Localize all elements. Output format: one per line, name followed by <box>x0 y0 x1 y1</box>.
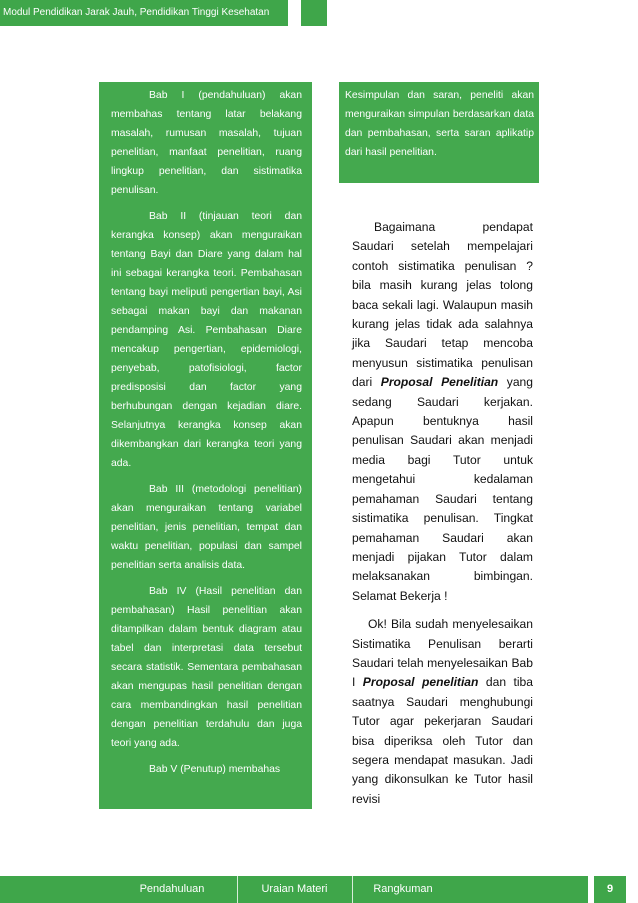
next-step-emphasis: Proposal penelitian <box>362 675 479 690</box>
footer-divider <box>237 876 238 903</box>
tab-pendahuluan[interactable]: Pendahuluan <box>139 883 205 895</box>
paragraph-bab-5: Bab V (Penutup) membahas <box>149 764 281 775</box>
paragraph-bab-3: Bab III (metodologi penelitian) akan menguraikan tentang variabel penelitian, jenis penelitian, tempat dan waktu penelitian, populasi dan sampel penelitian serta analisis data. <box>111 484 302 571</box>
right-column-text <box>352 218 533 818</box>
instruction-text-a: Bagaimana pendapat Saudari setelah mempelajari contoh sistimatika penulisan ? bila masih kurang jelas tolong baca sekali lagi. Walaupun masih kurang jelas tidak ada salahnya jika Saudari tetap mencoba menyusun sistimatika penulisan dari <box>352 220 533 390</box>
page-number: 9 <box>594 876 626 903</box>
tab-uraian-materi[interactable]: Uraian Materi <box>261 883 328 895</box>
instruction-emphasis: Proposal Penelitian <box>380 375 499 390</box>
footer-divider <box>352 876 353 903</box>
paragraph-bab-1: Bab I (pendahuluan) akan membahas tentang latar belakang masalah, rumusan masalah, tujuan penelitian, manfaat penelitian, ruang lingkup penelitian, dan sistimatika penulisan. <box>111 90 302 196</box>
paragraph-bab-4: Bab IV (Hasil penelitian dan pembahasan) Hasil penelitian akan ditampilkan dalam bentuk diagram atau tabel dan interpretasi data tersebut secara statistik. Sementara pembahasan akan mengupas hasil penelitian dengan cara membandingkan hasil penelitian dengan penelitian terdahulu dan juga teori yang ada. <box>111 586 302 749</box>
header-title: Modul Pendidikan Jarak Jauh, Pendidikan Tinggi Kesehatan <box>0 0 288 26</box>
summary-text: Kesimpulan dan saran, peneliti akan menguraikan simpulan berdasarkan data dan pembahasan, serta saran aplikatip dari hasil penelitian. <box>345 90 534 158</box>
paragraph-bab-2: Bab II (tinjauan teori dan kerangka konsep) akan menguraikan tentang Bayi dan Diare yang dalam hal ini sebagai kerangka teori. Pembahasan tentang bayi meliputi pengertian bayi, Asi sebagai makan bayi dan makanan pendamping Asi. Pembahasan Diare mencakup pengertian, epidemiologi, penyebab, patofisiologi, factor predisposisi dan factor yang berhubungan dengan kejadian diare. Selanjutnya kerangka konsep akan dikembangkan dari kerangka teori yang ada. <box>111 211 302 469</box>
tab-rangkuman[interactable]: Rangkuman <box>373 883 433 895</box>
next-step-text-b: dan tiba saatnya Saudari menghubungi Tutor agar pekerjaran Saudari bisa diperiksa oleh Tutor dan segera mendapat masukan. Jadi yang dikonsulkan ke Tutor hasil revisi <box>352 675 533 806</box>
right-summary-box <box>339 82 539 183</box>
paragraph-instruction <box>352 218 533 606</box>
left-column-box <box>99 82 312 809</box>
paragraph-next-step <box>352 615 533 809</box>
instruction-text-b: yang sedang Saudari kerjakan. Apapun bentuknya hasil penulisan Saudari akan menjadi media bagi Tutor untuk mengetahui kedalaman pemahaman Saudari tentang sistimatika penulisan. Tingkat pemahaman Saudari akan menjadi pijakan Tutor dalam melaksanakan bimbingan. Selamat Bekerja ! <box>352 375 534 603</box>
header-accent-block <box>301 0 327 26</box>
next-step-text-a: Ok! Bila sudah menyelesaikan Sistimatika Penulisan berarti Saudari telah menyelesaikan Bab I <box>352 617 533 690</box>
